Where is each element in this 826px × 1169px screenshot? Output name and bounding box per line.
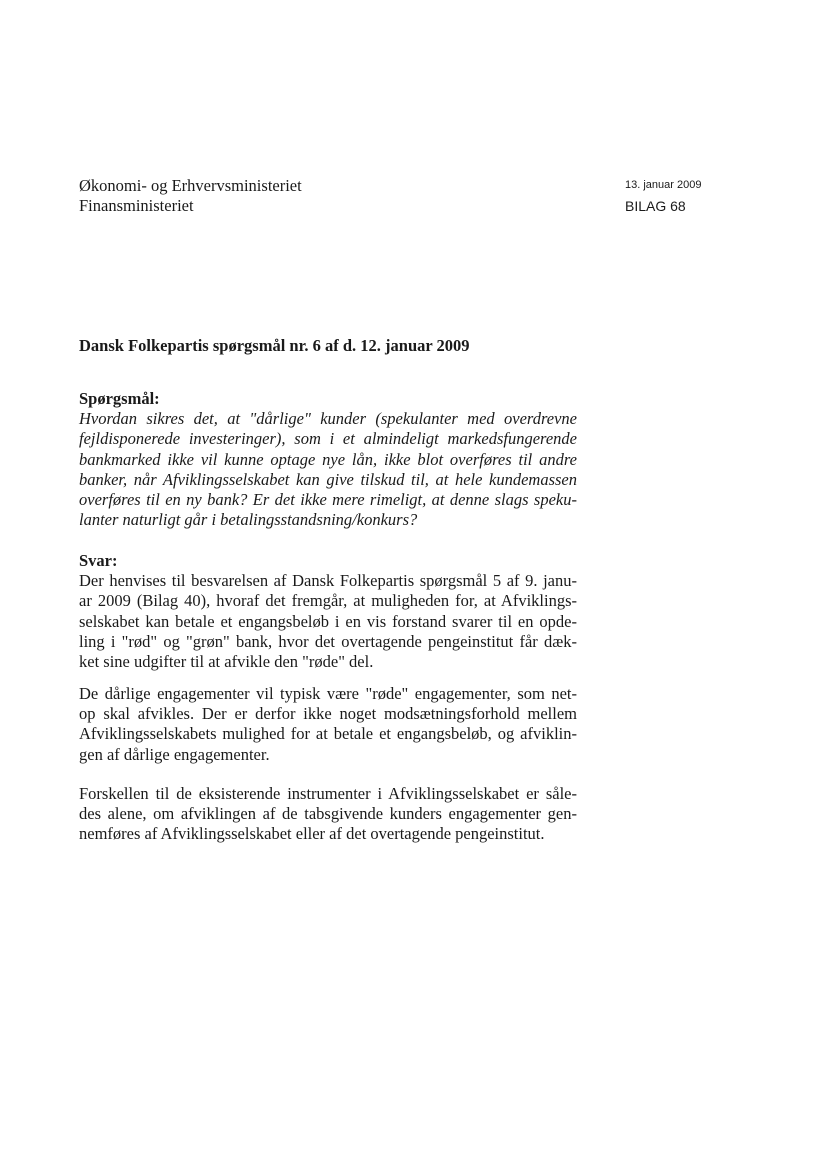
question-line: banker, når Afviklingsselskabet kan give tilskud til, at hele kundemassen — [79, 469, 577, 489]
answer-heading: Svar: — [79, 551, 118, 570]
question-line: Hvordan sikres det, at "dårlige" kunder (spekulanter med overdrevne — [79, 409, 577, 429]
answer-line: ar 2009 (Bilag 40), hvoraf det fremgår, at muligheden for, at Afviklings- — [79, 591, 577, 611]
sender-ministry-1: Økonomi- og Erhvervsministeriet — [79, 176, 302, 195]
sender-block — [79, 176, 302, 216]
answer-line: De dårlige engagementer vil typisk være "røde" engagementer, som net- — [79, 684, 577, 703]
answer-line: op skal afvikles. Der er derfor ikke noget modsætningsforhold mellem — [79, 704, 577, 724]
question-line: fejldisponerede investeringer), som i et almindeligt markedsfungerende — [79, 429, 577, 449]
question-line: overføres til en ny bank? Er det ikke mere rimeligt, at denne slags speku- — [79, 490, 577, 510]
answer-line: Afviklingsselskabets mulighed for at betale et engangsbeløb, og afviklin- — [79, 724, 577, 744]
answer-paragraph-3 — [79, 784, 577, 845]
question-section — [79, 389, 577, 530]
document-title: Dansk Folkepartis spørgsmål nr. 6 af d. 12. januar 2009 — [79, 336, 470, 355]
answer-line: ling i "rød" og "grøn" bank, hvor det overtagende pengeinstitut får dæk- — [79, 631, 577, 651]
question-line: bankmarked ikke vil kunne optage nye lån, ikke blot overføres til andre — [79, 449, 577, 469]
question-heading: Spørgsmål: — [79, 389, 160, 408]
sender-ministry-2: Finansministeriet — [79, 196, 194, 215]
answer-line: nemføres af Afviklingsselskabet eller af det overtagende pengeinstitut. — [79, 824, 545, 844]
answer-line: Der henvises til besvarelsen af Dansk Folkepartis spørgsmål 5 af 9. janu- — [79, 571, 577, 591]
answer-line: des alene, om afviklingen af de tabsgivende kunders engagementer gen- — [79, 804, 577, 824]
document-date: 13. januar 2009 — [625, 179, 702, 191]
answer-paragraph-1 — [79, 571, 577, 672]
answer-line: selskabet kan betale et engangsbeløb i en vis forstand svarer til en opde- — [79, 611, 577, 631]
question-text — [79, 409, 577, 530]
answer-line: Forskellen til de eksisterende instrumenter i Afviklingsselskabet er såle- — [79, 784, 577, 803]
answer-line: gen af dårlige engagementer. — [79, 744, 270, 764]
answer-section — [79, 551, 577, 672]
answer-paragraph-2 — [79, 684, 577, 765]
document-meta — [625, 178, 701, 216]
answer-line: ket sine udgifter til at afvikle den "røde" del. — [79, 652, 374, 672]
question-line: lanter naturligt går i betalingsstandsning/konkurs? — [79, 510, 418, 530]
bilag-number: BILAG 68 — [625, 198, 686, 214]
